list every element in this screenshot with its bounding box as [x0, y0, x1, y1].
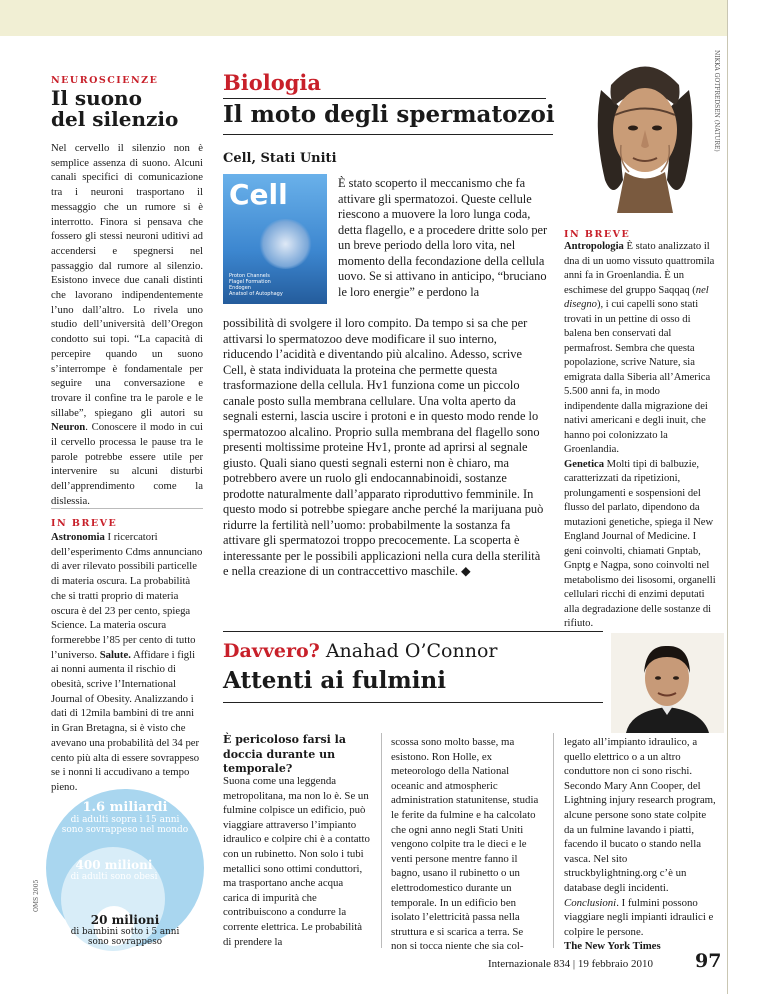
- neuro-body: [51, 141, 203, 509]
- footer-info: Internazionale 834 | 19 febbraio 2010: [488, 958, 654, 970]
- circle3-text: [60, 913, 190, 947]
- author-photo: [611, 633, 724, 733]
- column-separator-1: [381, 733, 382, 948]
- column-source: The New York Times: [564, 940, 661, 953]
- top-band: [0, 0, 727, 36]
- column-text-1: Suona come una leggenda metropolitana, ma non lo è. Se un fulmine colpisce un edificio, può viaggiare attraverso l’impianto idraulico e colpire chi è a contatto con un rubinetto. Non solo i tubi metallici sono ottimi conduttori, ma trasportano anche acqua carica di impurità che contribuiscono a condurre la corrente elettrica. Le probabilità di prendere la: [223, 775, 370, 948]
- column-separator-2: [553, 733, 554, 948]
- brief-antropologia-text: È stato analizzato il dna di un uomo vissuto quattromila anni fa in Groenlandia. È un eschimese del gruppo Saqqaq (: [564, 241, 715, 296]
- cover-line: Proton Channels: [229, 273, 270, 279]
- main-body: possibilità di svolgere il loro compito. Da tempo si sa che per attivarsi lo spermatozoo deve modificare il suo interno, riducendo l’acidità e diventando più alcalino. Adesso, scrive Cell, è stata individuata la proteina che permette questa trasformazione della cellula. Hv1 funziona come un piccolo canale posto sulla membrana cellulare. Una volta aperto da segnali esterni, lascia uscire i protoni e in questo modo rende lo spermatozoo alcalino. Proprio sulla membrana del flagello sono presenti moltissime proteine Hv1, pronte ad aprirsi al segnale giusto. Quali siano questi segnali esterni non è chiaro, ma potrebbero avere un ruolo gli endocannabinoidi, sostanze prodotte naturalmente dall’apparato riproduttivo femminile. In questo modo si potrebbe spiegare anche perché la marijuana può ridurre la fertilità nell’uomo: probabilmente la sostanza fa attivare gli spermatozoi troppo precocemente. La scoperta è interessante per le possibili applicazioni nella cura della sterilità e nella creazione di un contraccettivo maschile. ◆: [223, 316, 544, 578]
- circle1-text: [60, 800, 190, 835]
- circle2-value: 400 milioni: [75, 858, 153, 872]
- cover-image: [258, 219, 313, 269]
- column-label: Davvero?: [223, 640, 320, 662]
- column-text-3a: legato all’impianto idraulico, a quello elettrico o a un altro conduttore non ci sono rischi. Secondo Mary Ann Cooper, del Lightning injury research program, alcune persone sono state colpite da un fulmine lavando i piatti, facendo il bucato o stando nella vasca. Nel sito struckbylightning.org c’è un database degli incidenti.: [564, 736, 716, 894]
- neuro-title-line2: del silenzio: [51, 107, 179, 131]
- neuro-title: [51, 88, 211, 130]
- neuro-body-a: Nel cervello il silenzio non è semplice assenza di suono. Alcuni canali specifici di comunicazione tra i neuroni trasportano il messaggio che un rumore si è interrotto. Finora si pensava che fossero gli stessi neuroni uditivi ad accendersi e spegnersi nel passaggio dal rumore al silenzio. Esistono invece due canali distinti che lavorano indipendentemente l’uno dall’altro. Lo rivela uno studio dell’università dell’Oregon condotto sui topi. “La capacità di percepire quando un suono s’interrompe è fondamentale per seguire una conversazione e trovare il confine tra le parole e le sillabe”, spiegano gli autori su: [51, 142, 203, 419]
- circle3-label: di bambini sotto i 5 anni sono sovrappeso: [70, 927, 180, 947]
- column-top-rule: [223, 631, 603, 632]
- column-text-2: scossa sono molto basse, ma esistono. Ron Holle, ex meteorologo della National oceanic and atmospheric administration statunitense, studia le ferite da fulmine e ha calcolato che ogni anno negli Stati Uniti vengono colpite tra le dieci e le venti persone mentre fanno il bagno, usano il rubinetto o un elettrodomestico durante un temporale. In un edificio ben isolato l’elettricità passa nella struttura e si scarica a terra. Se non si tocca niente che sia col-: [391, 736, 539, 953]
- cover-logo: Cell: [229, 178, 288, 211]
- neuro-title-line1: Il suono: [51, 86, 142, 110]
- column-header: [223, 640, 497, 662]
- column-author: Anahad O’Connor: [325, 640, 498, 662]
- brief-genetica-head: Genetica: [564, 458, 605, 470]
- infographic-credit: OMS 2005: [33, 879, 40, 912]
- main-dateline: Cell, Stati Uniti: [223, 151, 337, 166]
- column-text-3b: . I fulmini possono viaggiare negli impianti idraulici e colpire le persone.: [564, 896, 714, 938]
- brief-salute-head: Salute.: [99, 648, 131, 661]
- column-question: È pericoloso farsi la doccia durante un temporale?: [223, 733, 346, 775]
- cover-line: Endogen: [229, 285, 251, 291]
- main-title: Il moto degli spermatozoi: [223, 101, 555, 128]
- left-brief-kicker: IN BREVE: [51, 518, 118, 529]
- cover-line: Flagel Formation: [229, 279, 271, 285]
- brief-genetica-text: Molti tipi di balbuzie, caratterizzati da ripetizioni, prolungamenti e sospensioni del flusso del parlato, dipendono da mutazioni genetiche, spiega il New England Journal of Medicine. I geni coinvolti, chiamati Gnptab, Gnptg e Nagpa, sono coinvolti nel metabolismo dei lisosomi, organelli cellulari ricchi di enzimi deputati alla degradazione delle sostanze di rifiuto.: [564, 458, 716, 629]
- column-title: Attenti ai fulmini: [223, 667, 446, 694]
- footer-date: 19 febbraio 2010: [577, 958, 654, 970]
- column-title-rule: [223, 702, 603, 703]
- cover-line: Anatsol of Autophagy: [229, 291, 283, 297]
- column-conclusion-label: Conclusioni: [564, 896, 617, 909]
- page-number: 97: [695, 950, 722, 972]
- main-title-rule: [223, 98, 546, 99]
- saqqaq-illustration: [583, 50, 707, 213]
- brief-antropologia-head: Antropologia: [564, 241, 624, 252]
- neuro-body-journal: Neuron: [51, 421, 86, 434]
- footer-magazine: Internazionale 834: [488, 958, 571, 970]
- right-margin-rule: [727, 0, 728, 994]
- cover-lines: [229, 273, 283, 297]
- illustration-credit: NIKKA GOTFREDSEN (NATURE): [713, 50, 720, 152]
- left-divider: [51, 508, 203, 509]
- brief-salute-text: Affidare i figli ai nonni aumenta il rischio di obesità, scrive l’International Journal of Obesity. Analizzando i dati di 12mila bambini di tre anni in Gran Bretagna, si è visto che avevano una probabilità del 34 per cento più alta di essere sovrappeso se i nonni li accudivano a tempo pieno.: [51, 648, 200, 793]
- circle2-label: di adulti sono obesi: [70, 872, 158, 882]
- column-text-3: [564, 735, 716, 954]
- left-briefs: [51, 530, 203, 795]
- circle1-value: 1.6 miliardi: [82, 800, 168, 815]
- brief-antropologia-italic: nel disegno: [564, 284, 709, 310]
- cell-cover: [223, 174, 327, 304]
- neuro-kicker: NEUROSCIENZE: [51, 75, 159, 86]
- brief-antropologia-text-end: ), i cui capelli sono stati trovati in un pettine di osso di balena ben conservati dal permafrost. Sembra che questa popolazione, scrive Nature, sia emigrata dalla Siberia all’America 5.500 anni fa, in modo indipendente dalla migrazione dei nativi americani e degli inuit, che hanno poi colonizzato la Groenlandia.: [564, 299, 711, 455]
- neuro-body-b: . Conoscere il modo in cui il cervello processa le pause tra le parole potrebbe essere utile per intervenire su alcuni disturbi dell’apprendimento come la dislessia.: [51, 421, 203, 507]
- main-body-wrap: È stato scoperto il meccanismo che fa attivare gli spermatozoi. Queste cellule riescono a muovere la loro lunga coda, detta flagello, e a procedere dritte solo per un breve periodo della loro vita, nel momento della fecondazione della cellula uovo. Se si attivano in anticipo, “bruciano le loro energie” e perdono la: [338, 176, 548, 299]
- right-briefs: [564, 240, 716, 632]
- right-brief-kicker: IN BREVE: [564, 229, 631, 240]
- circle3-value: 20 milioni: [90, 913, 160, 927]
- circle2-text: [68, 858, 160, 882]
- brief-astronomia-head: Astronomia: [51, 531, 105, 543]
- section-title: Biologia: [223, 70, 321, 95]
- brief-astronomia-text: I ricercatori dell’esperimento Cdms annunciano di aver rilevato possibili particelle di materia oscura. La probabilità che si tratti proprio di materia oscura è del 23 per cento, spiega Science. La materia oscura formerebbe l’85 per cento di tutto l’universo.: [51, 531, 203, 661]
- main-title-underline: [223, 134, 553, 135]
- circle1-label: di adulti sopra i 15 anni sono sovrappeso nel mondo: [61, 815, 189, 835]
